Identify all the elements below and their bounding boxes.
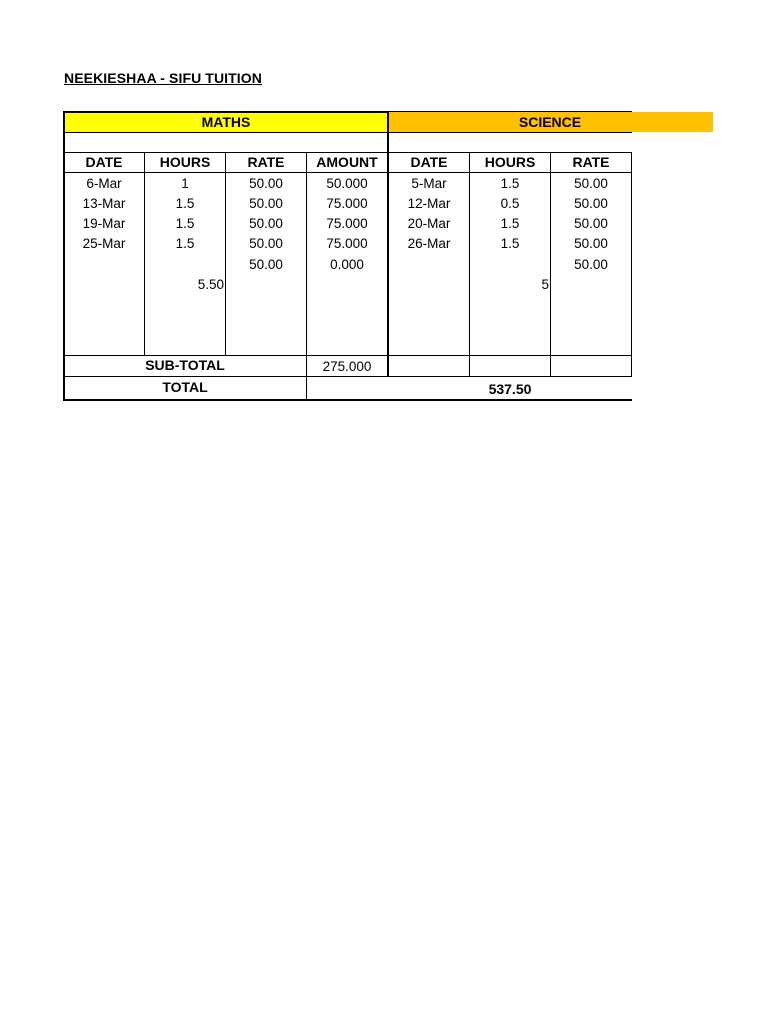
table-cell: 75.000	[326, 215, 368, 231]
maths-hours-total: 5.50	[197, 276, 224, 292]
table-cell: 25-Mar	[82, 235, 126, 251]
table-cell: 0.5	[500, 195, 520, 211]
table-cell: 1.5	[500, 235, 520, 251]
table-cell: 50.00	[574, 256, 608, 272]
table-cell: 5-Mar	[411, 175, 447, 191]
science-col-rate: RATE	[572, 154, 610, 170]
table-cell: 20-Mar	[407, 215, 451, 231]
science-header: SCIENCE	[389, 112, 713, 132]
maths-col-date: DATE	[85, 154, 123, 170]
table-cell: 50.00	[574, 175, 608, 191]
table-cell: 1.5	[500, 175, 520, 191]
table-cell: 0.000	[330, 256, 364, 272]
table-cell: 50.00	[249, 256, 283, 272]
table-cell: 50.000	[326, 175, 368, 191]
page-title: NEEKIESHAA - SIFU TUITION	[64, 70, 262, 86]
table-cell: 50.00	[574, 235, 608, 251]
science-col-hours: HOURS	[484, 154, 536, 170]
table-cell: 1.5	[175, 235, 195, 251]
table-cell: 50.00	[249, 235, 283, 251]
table-cell: 75.000	[326, 235, 368, 251]
subtotal-value: 275.000	[322, 358, 372, 374]
table-cell: 19-Mar	[82, 215, 126, 231]
table-cell: 1.5	[500, 215, 520, 231]
total-value: 537.50	[488, 381, 532, 397]
table-cell: 13-Mar	[82, 195, 126, 211]
table-cell: 50.00	[249, 175, 283, 191]
table-cell: 1.5	[175, 195, 195, 211]
table-cell: 1	[181, 175, 189, 191]
science-col-date: DATE	[410, 154, 448, 170]
maths-col-rate: RATE	[247, 154, 285, 170]
table-cell: 75.000	[326, 195, 368, 211]
total-label: TOTAL	[162, 379, 208, 395]
table-cell: 50.00	[249, 215, 283, 231]
subtotal-label: SUB-TOTAL	[145, 357, 225, 373]
maths-header: MATHS	[64, 112, 388, 132]
table-cell: 50.00	[574, 195, 608, 211]
science-hours-total: 5	[541, 276, 549, 292]
table-cell: 26-Mar	[407, 235, 451, 251]
table-cell: 50.00	[574, 215, 608, 231]
table-cell: 6-Mar	[86, 175, 122, 191]
maths-col-hours: HOURS	[159, 154, 211, 170]
table-cell: 50.00	[249, 195, 283, 211]
table-cell: 1.5	[175, 215, 195, 231]
table-cell: 12-Mar	[407, 195, 451, 211]
maths-col-amount: AMOUNT	[316, 154, 378, 170]
